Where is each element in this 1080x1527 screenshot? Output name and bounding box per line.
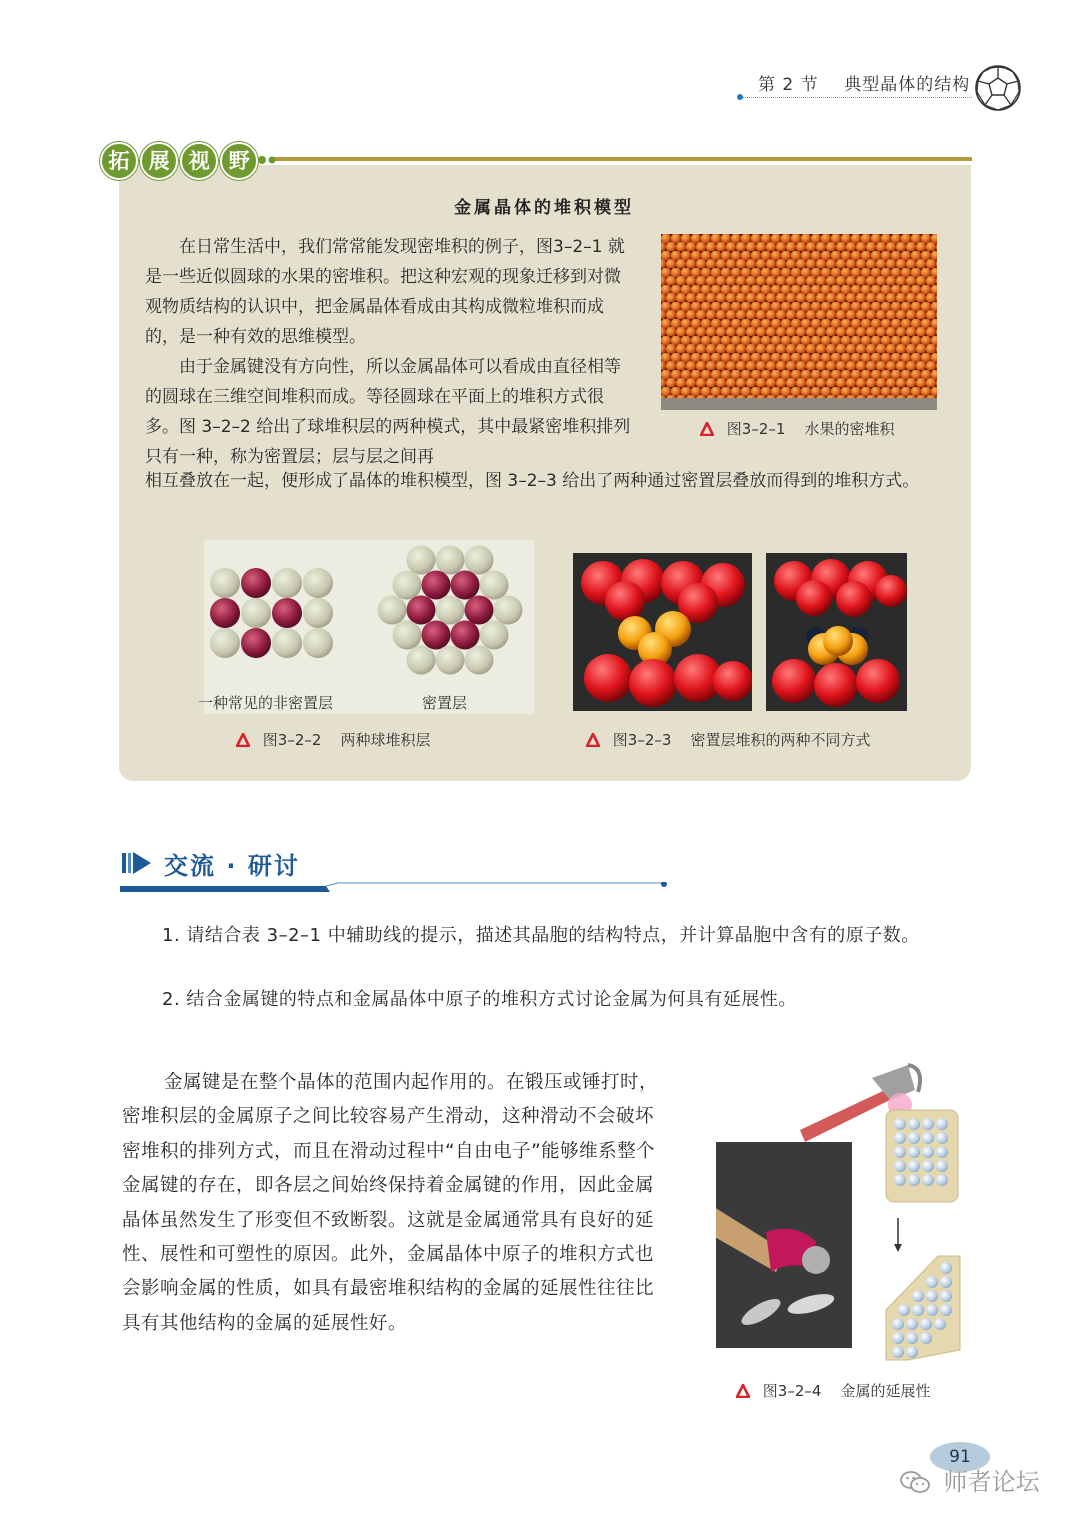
sphere-layers-diagram bbox=[204, 540, 534, 714]
play-arrow-icon bbox=[122, 849, 152, 877]
stacking-photo-abc bbox=[573, 553, 752, 711]
discussion-underline bbox=[120, 882, 670, 896]
close-packed-label: 密置层 bbox=[422, 694, 468, 712]
badge-char-2: 展 bbox=[140, 142, 178, 180]
chapter-header bbox=[758, 70, 970, 95]
non-close-packed-label: 一种常见的非密置层 bbox=[198, 694, 334, 712]
discussion-question-2: 2. 结合金属键的特点和金属晶体中原子的堆积方式讨论金属为何具有延展性。 bbox=[162, 989, 797, 1010]
page-number: 91 bbox=[930, 1442, 990, 1472]
extended-view-rule bbox=[270, 157, 972, 161]
malleability-diagram bbox=[790, 1060, 970, 1370]
extended-paragraph-3: 相互叠放在一起，便形成了晶体的堆积模型，图 3–2–3 给出了两种通过密置层叠放而得到的堆积方式。 bbox=[145, 471, 920, 491]
figure-caption-text: 水果的密堆积 bbox=[804, 420, 895, 438]
buckyball-icon bbox=[974, 64, 1022, 112]
extended-paragraph-2: 由于金属键没有方向性，所以金属晶体可以看成由直径相等的圆球在三维空间堆积而成。等径圆球在平面上的堆积方式很多。图 3–2–2 给出了球堆积层的两种模式，其中最紧密堆积排列只有一种，称为密置层；层与层之间再 bbox=[145, 357, 631, 467]
extended-paragraph-1: 在日常生活中，我们常常能发现密堆积的例子，图3–2–1 就是一些近似圆球的水果的密堆积。把这种宏观的现象迁移到对微观物质结构的认识中，把金属晶体看成由其构成微粒堆积而成的，是一种有效的思维模型。 bbox=[145, 237, 625, 347]
wechat-icon bbox=[900, 1470, 930, 1494]
body-paragraph: 金属键是在整个晶体的范围内起作用的。在锻压或锤打时，密堆积层的金属原子之间比较容易产生滑动，这种滑动不会破坏密堆积的排列方式，而且在滑动过程中“自由电子”能够维系整个金属键的存在，即各层之间始终保持着金属键的作用，因此金属晶体虽然发生了形变但不致断裂。这就是金属通常具有良好的延性、展性和可塑性的原因。此外，金属晶体中原子的堆积方式也会影响金属的性质，如具有最密堆积结构的金属的延展性往往比具有其他结构的金属的延展性好。 bbox=[122, 1072, 659, 1334]
figure-caption-text: 密置层堆积的两种不同方式 bbox=[690, 731, 871, 749]
extended-view-title bbox=[100, 142, 255, 182]
triangle-marker-icon bbox=[586, 733, 600, 747]
watermark bbox=[900, 1462, 1040, 1497]
triangle-marker-icon bbox=[700, 422, 714, 436]
figure-caption-3-2-3 bbox=[586, 729, 871, 750]
down-arrow-icon bbox=[894, 1218, 902, 1252]
fruit-stack-image bbox=[661, 234, 937, 410]
figure-caption-3-2-2 bbox=[236, 729, 431, 750]
figure-caption-3-2-4 bbox=[736, 1380, 931, 1401]
figure-number: 图3–2–4 bbox=[762, 1382, 822, 1400]
discussion-question-1 bbox=[122, 920, 978, 952]
badge-char-1: 拓 bbox=[100, 142, 138, 180]
figure-caption-3-2-1 bbox=[700, 418, 895, 439]
close-packed-layer bbox=[378, 546, 523, 675]
section-number: 第 2 节 bbox=[758, 75, 819, 95]
figure-number: 图3–2–3 bbox=[612, 731, 672, 749]
badge-char-4: 野 bbox=[220, 142, 258, 180]
badge-char-3: 视 bbox=[180, 142, 218, 180]
figure-caption-text: 金属的延展性 bbox=[840, 1382, 931, 1400]
header-rule bbox=[740, 97, 972, 98]
extended-view-heading: 金属晶体的堆积模型 bbox=[454, 198, 634, 218]
section-title: 典型晶体的结构 bbox=[844, 75, 971, 95]
triangle-marker-icon bbox=[736, 1384, 750, 1398]
stacking-photo-aba bbox=[766, 553, 907, 711]
watermark-text: 师者论坛 bbox=[943, 1468, 1040, 1496]
non-close-packed-layer bbox=[210, 568, 333, 658]
figure-caption-text: 两种球堆积层 bbox=[340, 731, 431, 749]
header-dot bbox=[737, 94, 743, 100]
figure-number: 图3–2–1 bbox=[726, 420, 786, 438]
figure-number: 图3–2–2 bbox=[262, 731, 322, 749]
question-1-text: 1. 请结合表 3–2–1 中辅助线的提示，描述其晶胞的结构特点，并计算晶胞中含有的原子数。 bbox=[162, 925, 920, 946]
discussion-title: 交流 · 研讨 bbox=[164, 852, 300, 880]
triangle-marker-icon bbox=[236, 733, 250, 747]
